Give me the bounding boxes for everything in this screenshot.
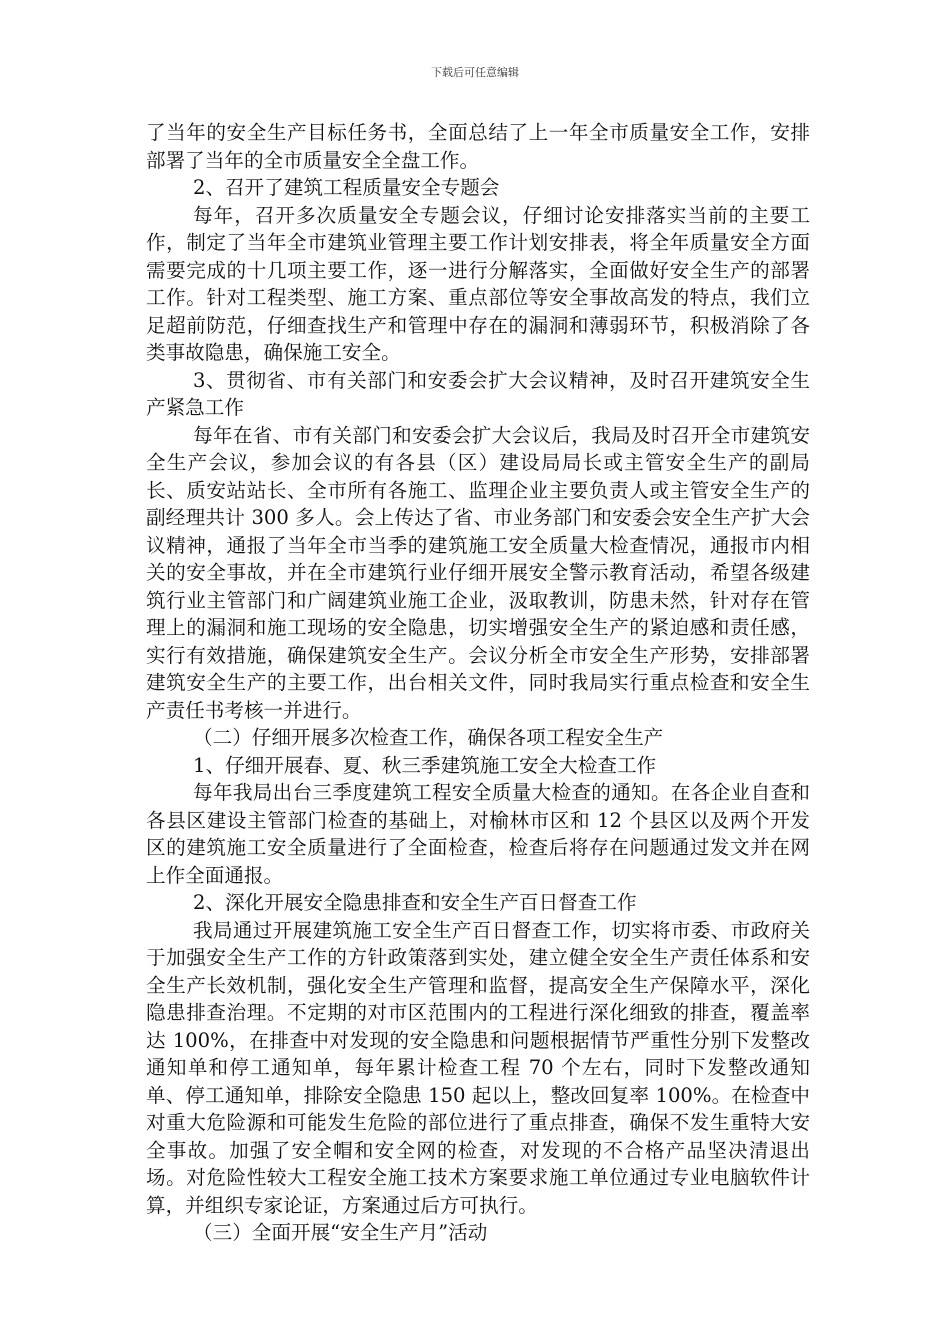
section-heading: 3、贯彻省、市有关部门和安委会扩大会议精神，及时召开建筑安全生产紧急工作 (146, 368, 810, 419)
section-heading: （二）仔细开展多次检查工作，确保各项工程安全生产 (193, 726, 664, 749)
page-header: 下载后可任意编辑 (431, 66, 519, 79)
paragraph: 每年我局出台三季度建筑工程安全质量大检查的通知。在各企业自查和各县区建设主管部门检查的基础上，对榆林市区和 12 个县区以及两个开发区的建筑施工安全质量进行了全面检查，检查后将存在问题通过发文并在网上作全面通报。 (146, 781, 810, 887)
section-heading: 2、召开了建筑工程质量安全专题会 (193, 176, 500, 199)
section-heading: （三）全面开展“安全生产月”活动 (193, 1221, 488, 1244)
paragraph: 每年，召开多次质量安全专题会议，仔细讨论安排落实当前的主要工作，制定了当年全市建筑业管理主要工作计划安排表，将全年质量安全方面需要完成的十几项主要工作，逐一进行分解落实，全面做好安全生产的部署工作。针对工程类型、施工方案、重点部位等安全事故高发的特点，我们立足超前防范，仔细查找生产和管理中存在的漏洞和薄弱环节，积极消除了各类事故隐患，确保施工安全。 (146, 203, 810, 364)
section-heading: 2、深化开展安全隐患排查和安全生产百日督查工作 (193, 891, 637, 914)
paragraph: 了当年的安全生产目标任务书，全面总结了上一年全市质量安全工作，安排部署了当年的全市质量安全全盘工作。 (146, 121, 810, 172)
paragraph: 我局通过开展建筑施工安全生产百日督查工作，切实将市委、市政府关于加强安全生产工作的方针政策落到实处，建立健全安全生产责任体系和安全生产长效机制，强化安全生产管理和监督，提高安全生产保障水平，深化隐患排查治理。不定期的对市区范围内的工程进行深化细致的排查，覆盖率达 100%，在排查中对发现的安全隐患和问题根据情节严重性分别下发整改通知单和停工通知单，每年累计检查工程 70 个左右，同时下发整改通知单、停工通知单，排除安全隐患 150 起以上，整改回复率 100%。在检查中对重大危险源和可能发生危险的部位进行了重点排查，确保不发生重特大安全事故。加强了安全帽和安全网的检查，对发现的不合格产品坚决清退出场。对危险性较大工程安全施工技术方案要求施工单位通过专业电脑软件计算，并组织专家论证，方案通过后方可执行。 (146, 918, 810, 1217)
section-heading: 1、仔细开展春、夏、秋三季建筑施工安全大检查工作 (193, 753, 657, 777)
document-body (146, 119, 810, 1247)
paragraph: 每年在省、市有关部门和安委会扩大会议后，我局及时召开全市建筑安全生产会议，参加会议的有各县（区）建设局局长或主管安全生产的副局长、质安站站长、全市所有各施工、监理企业主要负责人或主管安全生产的副经理共计 300 多人。会上传达了省、市业务部门和安委会安全生产扩大会议精神，通报了当年全市当季的建筑施工安全质量大检查情况，通报市内相关的安全事故，并在全市建筑行业仔细开展安全警示教育活动，希望各级建筑行业主管部门和广阔建筑业施工企业，汲取教训，防患未然，针对存在管理上的漏洞和施工现场的安全隐患，切实增强安全生产的紧迫感和责任感，实行有效措施，确保建筑安全生产。会议分析全市安全生产形势，安排部署建筑安全生产的主要工作，出台相关文件，同时我局实行重点检查和安全生产责任书考核一并进行。 (146, 423, 810, 722)
